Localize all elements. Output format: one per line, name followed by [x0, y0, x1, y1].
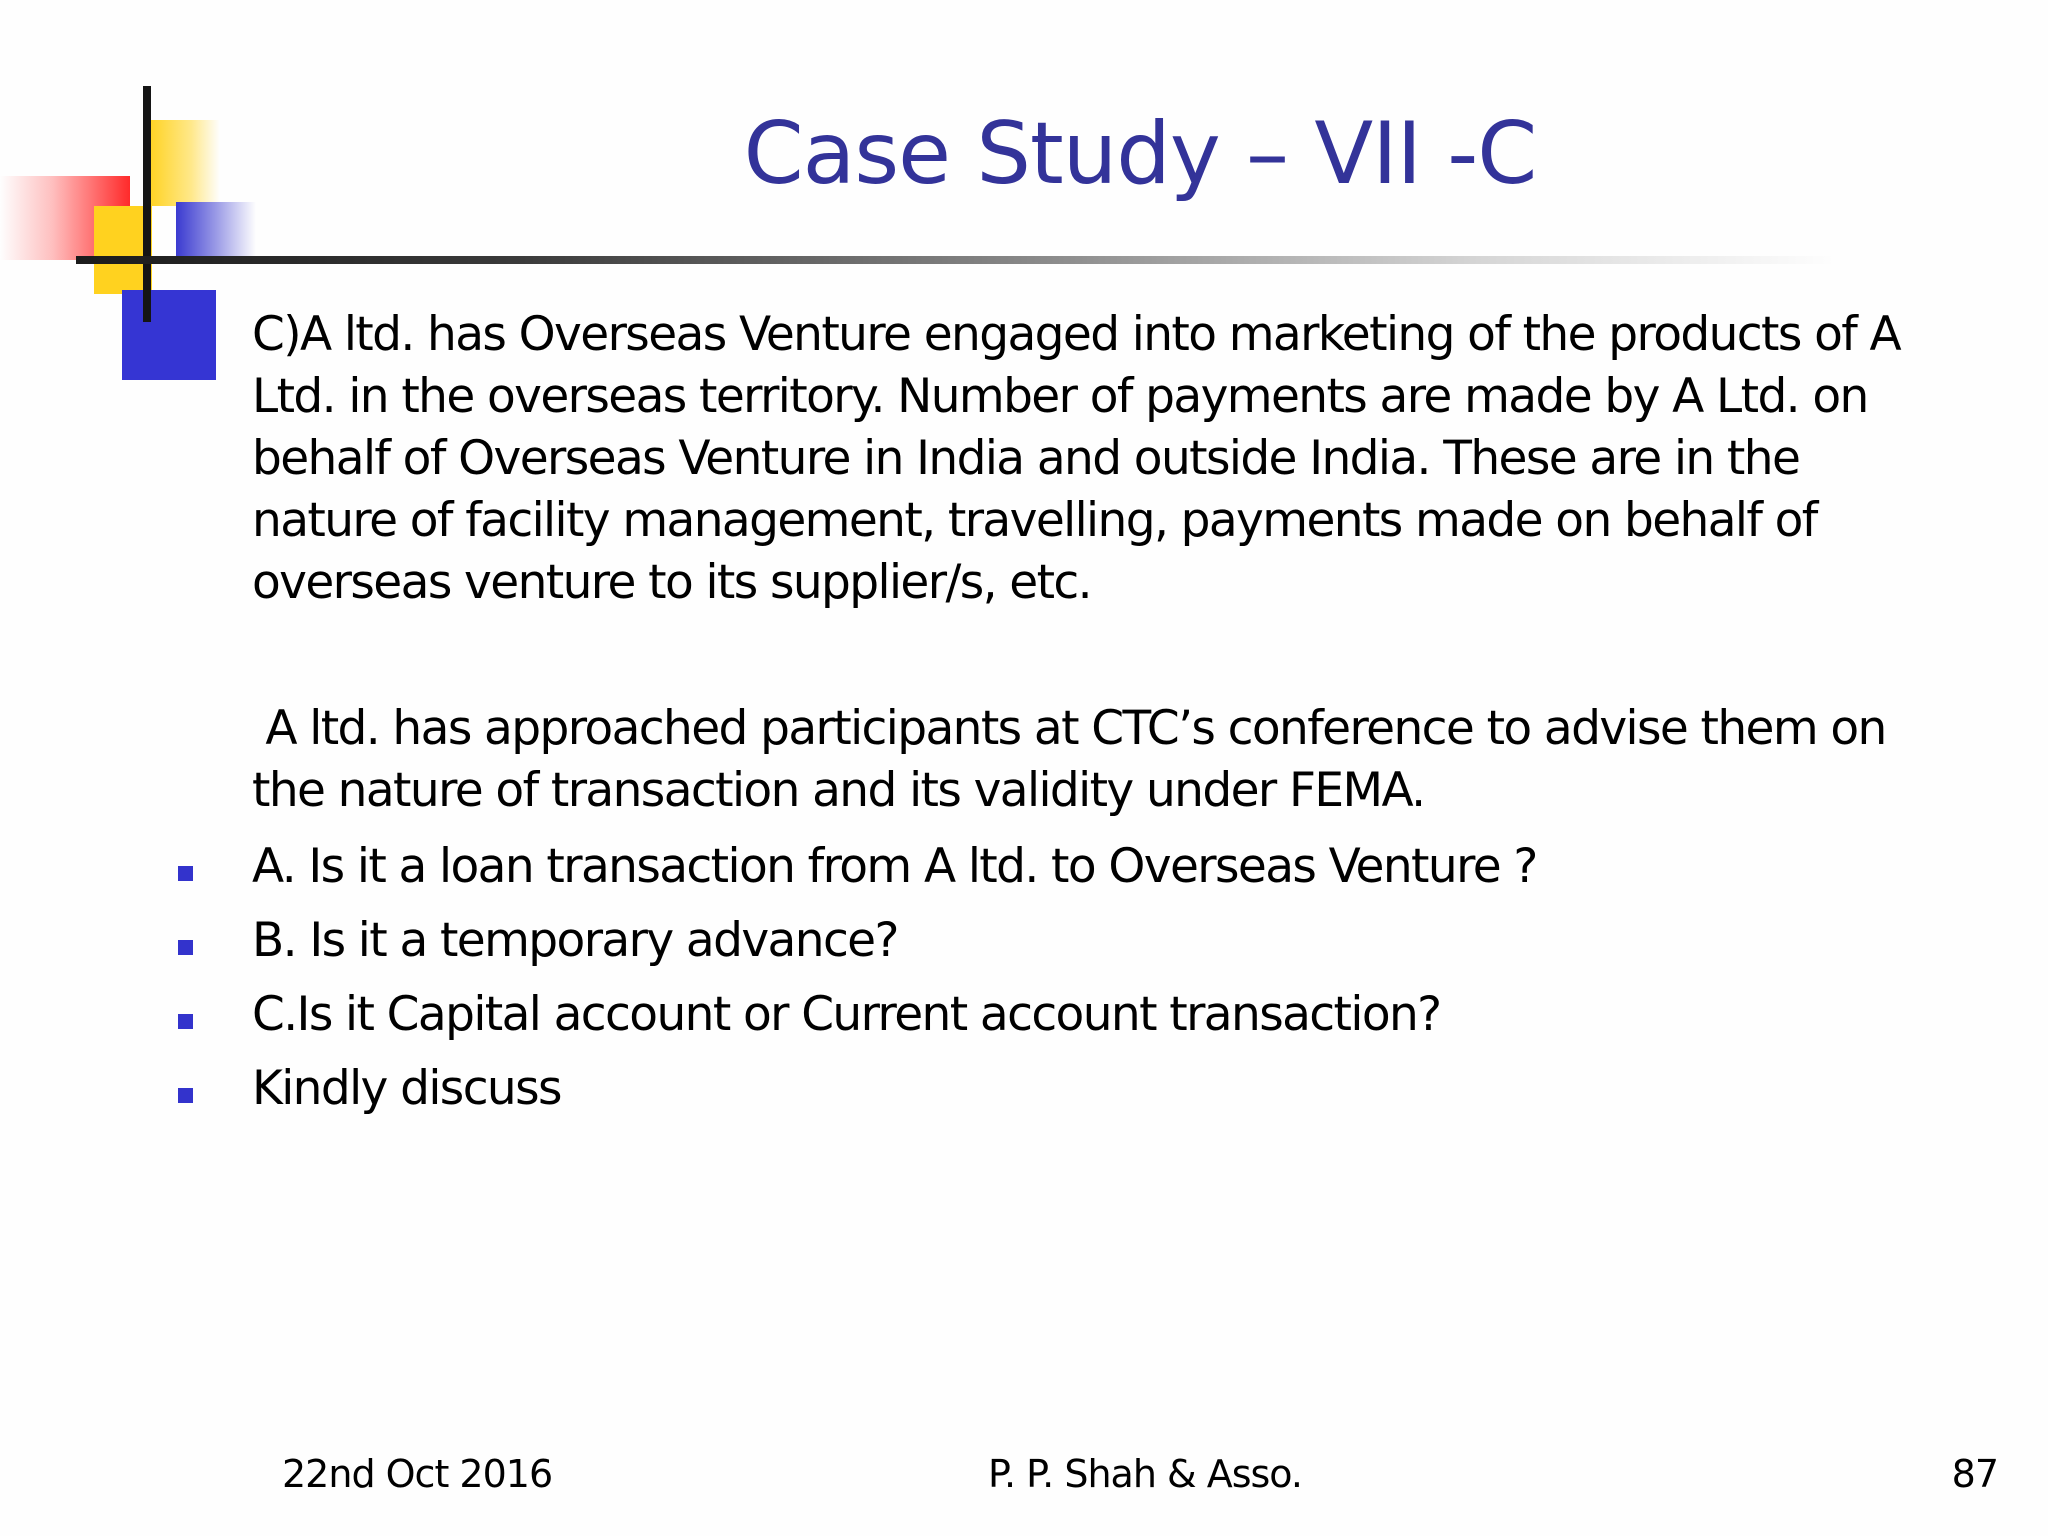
case-request-line: A ltd. has approached participants at CTC’s conference to advise them on: [252, 701, 1886, 756]
square-bullet-icon: [178, 1014, 193, 1029]
square-bullet-icon: [178, 866, 193, 881]
decorative-blue-bar: [176, 202, 256, 264]
case-description-line: overseas venture to its supplier/s, etc.: [252, 555, 1091, 610]
case-description: [252, 304, 1900, 614]
case-description-line: nature of facility management, travelling, payments made on behalf of: [252, 493, 1817, 548]
case-request-line: the nature of transaction and its validity under FEMA.: [252, 763, 1425, 818]
slide-title: Case Study – VII -C: [743, 104, 1537, 204]
footer-company: P. P. Shah & Asso.: [988, 1452, 1302, 1496]
decorative-blue-square: [122, 290, 216, 380]
footer-date: 22nd Oct 2016: [282, 1452, 553, 1496]
list-item-text: Kindly discuss: [252, 1061, 561, 1116]
square-bullet-icon: [178, 940, 193, 955]
case-description-line: Ltd. in the overseas territory. Number of payments are made by A Ltd. on: [252, 369, 1868, 424]
list-item-text: C.Is it Capital account or Current account transaction?: [252, 987, 1441, 1042]
list-item: [0, 904, 2048, 978]
list-item: [0, 830, 2048, 904]
list-item: [0, 1052, 2048, 1126]
case-request: [252, 698, 1886, 822]
title-divider-line: [76, 256, 1836, 264]
list-item-text: B. Is it a temporary advance?: [252, 913, 898, 968]
page-number: 87: [1951, 1452, 1998, 1496]
case-description-line: C)A ltd. has Overseas Venture engaged into marketing of the products of A: [252, 307, 1901, 362]
square-bullet-icon: [178, 1088, 193, 1103]
list-item-text: A. Is it a loan transaction from A ltd. to Overseas Venture ?: [252, 839, 1537, 894]
list-item: [0, 978, 2048, 1052]
case-description-line: behalf of Overseas Venture in India and outside India. These are in the: [252, 431, 1800, 486]
